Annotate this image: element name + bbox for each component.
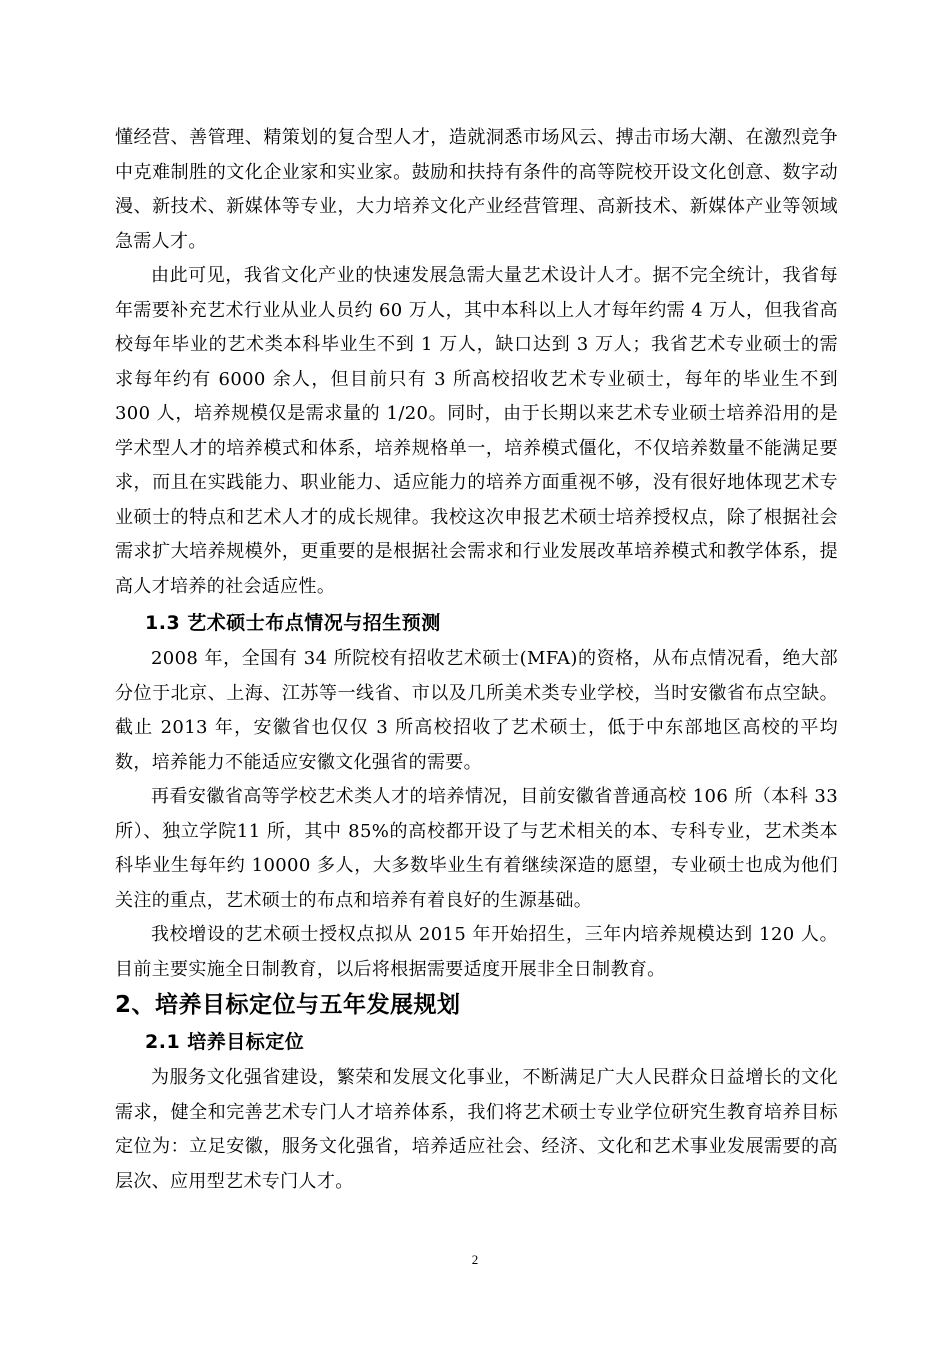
paragraph-mfa-distribution: 2008 年，全国有 34 所院校有招收艺术硕士(MFA)的资格，从布点情况看，绝大部分位于北京、上海、江苏等一线省、市以及几所美术类专业学校，当时安徽省布点空缺。截止 2013 年，安徽省也仅仅 3 所高校招收了艺术硕士，低于中东部地区高校的平均数，培养能力不能适应安徽文化强省的需要。	[115, 648, 838, 773]
paragraph-talent-cultivation: 懂经营、善管理、精策划的复合型人才，造就洞悉市场风云、搏击市场大潮、在激烈竞争中克难制胜的文化企业家和实业家。鼓励和扶持有条件的高等院校开设文化创意、数字动漫、新技术、新媒体等专业，大力培养文化产业经营管理、高新技术、新媒体产业等领域急需人才。	[115, 127, 838, 252]
paragraph-training-goal: 为服务文化强省建设，繁荣和发展文化事业，不断满足广大人民群众日益增长的文化需求，健全和完善艺术专门人才培养体系，我们将艺术硕士专业学位研究生教育培养目标定位为：立足安徽，服务文化强省，培养适应社会、经济、文化和艺术事业发展需要的高层次、应用型艺术专门人才。	[115, 1067, 838, 1192]
heading-section-2-1: 2.1 培养目标定位	[145, 1031, 305, 1053]
page-number: 2	[471, 1252, 479, 1267]
paragraph-anhui-art-education: 再看安徽省高等学校艺术类人才的培养情况，目前安徽省普通高校 106 所（本科 33 所）、独立学院11 所，其中 85%的高校都开设了与艺术相关的本、专科专业，艺术类本科毕业生每年约 10000 多人，大多数毕业生有着继续深造的愿望，专业硕士也成为他们关注的重点，艺术硕士的布点和培养有着良好的生源基础。	[115, 786, 838, 911]
heading-section-1-3: 1.3 艺术硕士布点情况与招生预测	[145, 612, 441, 634]
paragraph-talent-demand: 由此可见，我省文化产业的快速发展急需大量艺术设计人才。据不完全统计，我省每年需要补充艺术行业从业人员约 60 万人，其中本科以上人才每年约需 4 万人，但我省高校每年毕业的艺术类本科毕业生不到 1 万人，缺口达到 3 万人；我省艺术专业硕士的需求每年约有 6000 余人，但目前只有 3 所高校招收艺术专业硕士，每年的毕业生不到 300 人，培养规模仅是需求量的 1/20。同时，由于长期以来艺术专业硕士培养沿用的是学术型人才的培养模式和体系，培养规格单一，培养模式僵化，不仅培养数量不能满足要求，而且在实践能力、职业能力、适应能力的培养方面重视不够，没有很好地体现艺术专业硕士的特点和艺术人才的成长规律。我校这次申报艺术硕士培养授权点，除了根据社会需求扩大培养规模外，更重要的是根据社会需求和行业发展改革培养模式和教学体系，提高人才培养的社会适应性。	[115, 265, 838, 597]
paragraph-enrollment-plan: 我校增设的艺术硕士授权点拟从 2015 年开始招生，三年内培养规模达到 120 人。目前主要实施全日制教育，以后将根据需要适度开展非全日制教育。	[115, 924, 838, 980]
page-content	[115, 121, 838, 1199]
heading-section-2: 2、培养目标定位与五年发展规划	[115, 992, 461, 1018]
